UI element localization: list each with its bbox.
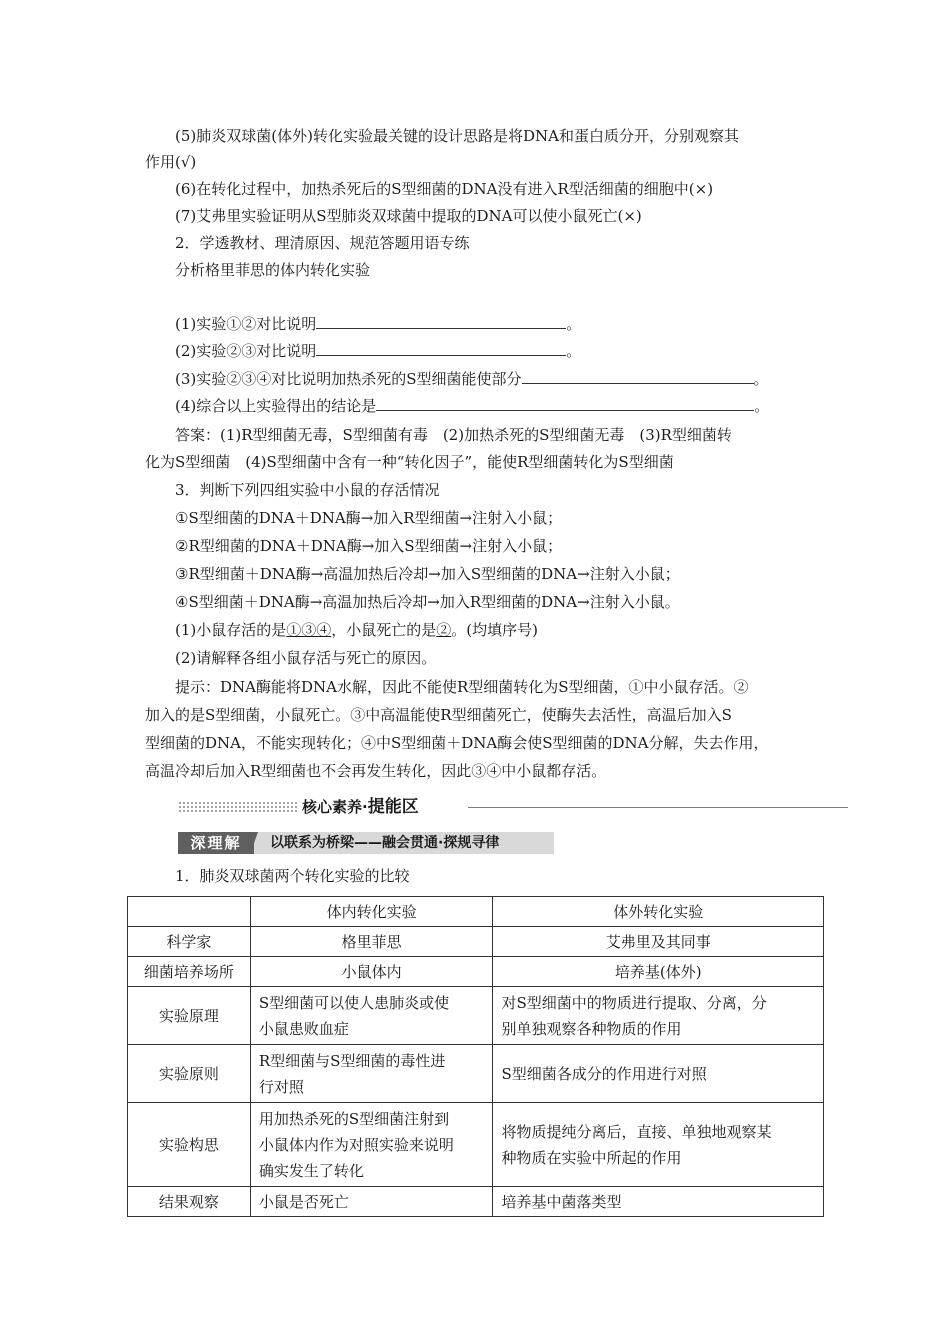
table-row (128, 957, 824, 987)
period: 。 (754, 397, 770, 415)
deep-understanding-tag: 深理解 (178, 832, 254, 854)
in-vivo-cell (250, 987, 493, 1045)
q1-middle: ，小鼠死亡的是 (331, 621, 437, 639)
question-3 (175, 369, 769, 389)
cell-line: 行对照 (258, 1077, 304, 1096)
comparison-table (127, 896, 824, 1217)
cell-line: 小鼠体内作为对照实验来说明 (258, 1135, 454, 1154)
core-section-title (302, 796, 419, 818)
section-2-subtitle: 分析格里菲思的体内转化实验 (175, 261, 371, 279)
judge-item-5-cont: 作用(√) (145, 153, 197, 171)
in-vitro-cell: 培养基中菌落类型 (493, 1187, 824, 1217)
answer-blank-3 (522, 369, 754, 384)
section-3-title: 3．判断下列四组实验中小鼠的存活情况 (175, 481, 440, 499)
judge-item-6: (6)在转化过程中，加热杀死后的S型细菌的DNA没有进入R型活细菌的细胞中(×) (175, 180, 714, 198)
experiment-2: ②R型细菌的DNA＋DNA酶→加入S型细菌→注射入小鼠； (175, 537, 563, 555)
question-3-text: (3)实验②③④对比说明加热杀死的S型细菌能使部分 (175, 370, 522, 388)
core-title-prefix: 核心素养· (302, 798, 368, 816)
in-vivo-cell: 小鼠体内 (250, 957, 493, 987)
table-row (128, 927, 824, 957)
row-label: 细菌培养场所 (128, 957, 251, 987)
in-vitro-cell: S型细菌各成分的作用进行对照 (493, 1045, 824, 1103)
question-2 (175, 341, 581, 361)
in-vivo-cell: 格里菲思 (250, 927, 493, 957)
core-title-main: 提能区 (367, 797, 419, 817)
answer-blank-4 (376, 396, 754, 411)
in-vivo-cell (250, 1045, 493, 1103)
period: 。 (753, 370, 769, 388)
row-label: 结果观察 (128, 1187, 251, 1217)
q1-suffix: 。(均填序号) (451, 621, 539, 639)
judge-item-5: (5)肺炎双球菌(体外)转化实验最关键的设计思路是将DNA和蛋白质分开，分别观察其 (175, 127, 739, 145)
section-2-title: 2．学透教材、理清原因、规范答题用语专练 (175, 234, 470, 252)
answer-line-2: 化为S型细菌 (4)S型细菌中含有一种“转化因子”，能使R型细菌转化为S型细菌 (145, 453, 674, 471)
comparison-title: 1．肺炎双球菌两个转化实验的比较 (175, 867, 410, 885)
answer-blank-2 (316, 341, 566, 356)
question-1 (175, 314, 581, 334)
in-vitro-cell (493, 987, 824, 1045)
cell-line: 种物质在实验中所起的作用 (501, 1148, 682, 1167)
in-vivo-cell (250, 1103, 493, 1187)
q1-prefix: (1)小鼠存活的是 (175, 621, 287, 639)
header-cell-in-vitro: 体外转化实验 (493, 897, 824, 927)
table-row (128, 987, 824, 1045)
header-rule (468, 807, 848, 808)
cell-line: 别单独观察各种物质的作用 (501, 1019, 682, 1038)
q1-alive-answer: ①③④ (286, 621, 332, 639)
experiment-1: ①S型细菌的DNA＋DNA酶→加入R型细菌→注射入小鼠； (175, 509, 563, 527)
period: 。 (566, 315, 582, 333)
experiment-3: ③R型细菌＋DNA酶→高温加热后冷却→加入S型细菌的DNA→注射入小鼠； (175, 565, 680, 583)
deep-understanding-text: 以联系为桥梁——融会贯通·探规寻律 (270, 835, 500, 851)
period: 。 (566, 342, 582, 360)
table-header-row (128, 897, 824, 927)
cell-line: S型细菌可以使人患肺炎或使 (258, 993, 450, 1012)
core-section-header (178, 796, 848, 820)
tag-corner (250, 832, 258, 854)
answer-line-1: 答案：(1)R型细菌无毒，S型细菌有毒 (2)加热杀死的S型细菌无毒 (3)R型细菌转 (175, 426, 732, 444)
cell-line: 用加热杀死的S型细菌注射到 (258, 1109, 450, 1128)
cell-line: 确实发生了转化 (258, 1161, 364, 1180)
hint-line-1: 提示：DNA酶能将DNA水解，因此不能使R型细菌转化为S型细菌，①中小鼠存活。② (175, 678, 749, 696)
deep-understanding-bar (178, 832, 554, 854)
row-label: 科学家 (128, 927, 251, 957)
row-label: 实验原则 (128, 1045, 251, 1103)
section-3-question-2: (2)请解释各组小鼠存活与死亡的原因。 (175, 649, 437, 667)
row-label: 实验原理 (128, 987, 251, 1045)
row-label: 实验构思 (128, 1103, 251, 1187)
dotted-decoration (178, 801, 298, 813)
question-4 (175, 396, 769, 416)
cell-line: 对S型细菌中的物质进行提取、分离，分 (501, 993, 767, 1012)
table-row (128, 1045, 824, 1103)
table-row (128, 1103, 824, 1187)
in-vitro-cell (493, 1103, 824, 1187)
answer-blank-1 (316, 314, 566, 329)
cell-line: 将物质提纯分离后，直接、单独地观察某 (501, 1122, 772, 1141)
header-cell-in-vivo: 体内转化实验 (250, 897, 493, 927)
judge-item-7: (7)艾弗里实验证明从S型肺炎双球菌中提取的DNA可以使小鼠死亡(×) (175, 207, 642, 225)
hint-line-4: 高温冷却后加入R型细菌也不会再发生转化，因此③④中小鼠都存活。 (145, 762, 607, 780)
hint-line-2: 加入的是S型细菌，小鼠死亡。③中高温能使R型细菌死亡，使酶失去活性，高温后加入S (145, 706, 732, 724)
header-cell-empty (128, 897, 251, 927)
in-vitro-cell: 艾弗里及其同事 (493, 927, 824, 957)
question-4-text: (4)综合以上实验得出的结论是 (175, 397, 377, 415)
question-2-text: (2)实验②③对比说明 (175, 342, 317, 360)
q1-dead-answer: ② (436, 621, 452, 639)
question-1-text: (1)实验①②对比说明 (175, 315, 317, 333)
section-3-question-1 (175, 620, 538, 640)
cell-line: 小鼠患败血症 (258, 1019, 349, 1038)
in-vitro-cell: 培养基(体外) (493, 957, 824, 987)
experiment-4: ④S型细菌＋DNA酶→高温加热后冷却→加入R型细菌的DNA→注射入小鼠。 (175, 593, 680, 611)
in-vivo-cell: 小鼠是否死亡 (250, 1187, 493, 1217)
table-row (128, 1187, 824, 1217)
hint-line-3: 型细菌的DNA，不能实现转化；④中S型细菌＋DNA酶会使S型细菌的DNA分解，失去作用， (145, 734, 769, 752)
cell-line: R型细菌与S型细菌的毒性进 (258, 1051, 446, 1070)
